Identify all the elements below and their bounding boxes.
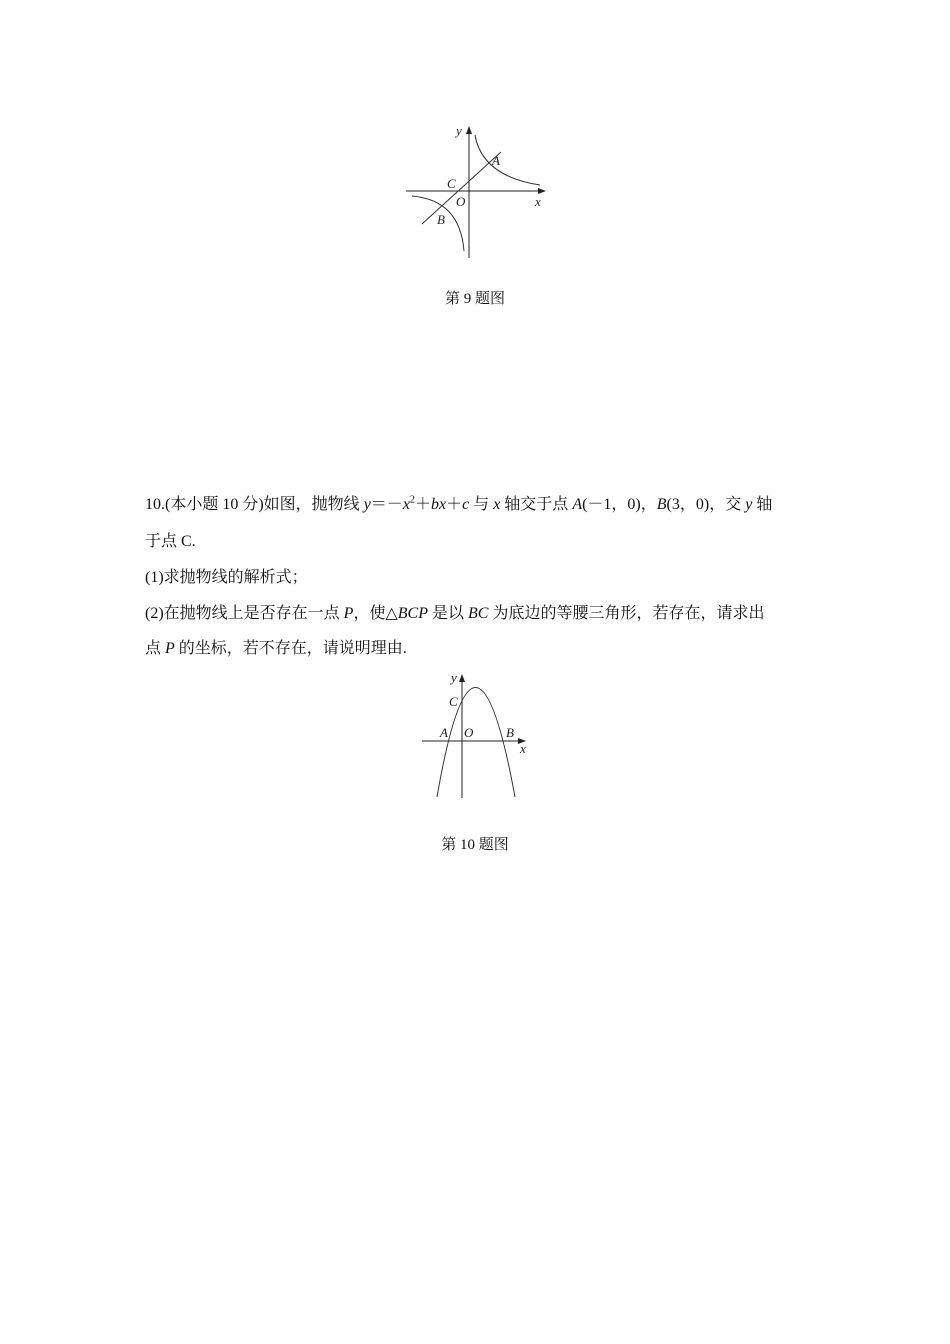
label-o: O xyxy=(456,194,466,209)
question-10-line-1 xyxy=(145,494,815,516)
var-x: x xyxy=(493,496,501,513)
text-segment: ＋ xyxy=(414,496,431,513)
text-segment: 是以 xyxy=(427,605,468,622)
text-segment: 轴交于点 xyxy=(500,496,573,513)
hyperbola-branch-upper xyxy=(475,135,540,185)
coord-b: (3，0)，交 xyxy=(666,496,746,513)
text-segment: 的坐标，若不存在，请说明理由. xyxy=(174,640,407,657)
label-y: y xyxy=(456,123,462,138)
figure-9-graph xyxy=(400,118,560,268)
question-10-line-2: 于点 C. xyxy=(145,533,196,550)
question-10-part-2-line-2 xyxy=(145,638,815,660)
label-c: C xyxy=(447,176,456,191)
label-o: O xyxy=(464,725,474,740)
coord-a: (－1，0)， xyxy=(582,496,657,513)
segment-bc: BC xyxy=(468,605,489,622)
label-x: x xyxy=(520,741,526,756)
label-y: y xyxy=(451,670,457,685)
text-segment: ＝－ xyxy=(370,496,403,513)
text-segment: 如图，抛物线 xyxy=(263,496,364,513)
y-axis-arrow xyxy=(466,126,472,134)
var-y: y xyxy=(745,496,753,513)
text-segment: 轴 xyxy=(752,496,773,513)
question-10-part-1: (1)求抛物线的解析式； xyxy=(145,569,308,586)
point-a: A xyxy=(572,496,583,513)
figure-10 xyxy=(418,668,538,803)
text-segment: 与 xyxy=(469,496,494,513)
triangle-bcp: BCP xyxy=(397,605,428,622)
text-segment: 点 xyxy=(145,640,166,657)
figure-9-caption: 第 9 题图 xyxy=(444,291,505,307)
label-c: C xyxy=(449,694,458,709)
figure-10-graph xyxy=(418,668,538,803)
label-a: A xyxy=(492,153,500,168)
text-segment: ＋ xyxy=(446,496,463,513)
label-b: B xyxy=(506,725,514,740)
point-b: B xyxy=(656,496,667,513)
label-a: A xyxy=(440,725,448,740)
var-y: y xyxy=(363,496,371,513)
var-x: x xyxy=(438,496,447,513)
var-c: c xyxy=(462,496,470,513)
point-p: P xyxy=(343,605,354,622)
var-x: x xyxy=(402,496,410,513)
exponent: 2 xyxy=(409,494,415,506)
figure-9 xyxy=(400,118,560,268)
label-b: B xyxy=(437,212,445,227)
question-number: 10. xyxy=(145,496,165,513)
score-note: (本小题 10 分) xyxy=(165,496,264,513)
question-10-part-2-line-1 xyxy=(145,603,815,625)
line-ab xyxy=(422,152,501,224)
text-segment: (2)在抛物线上是否存在一点 xyxy=(145,605,344,622)
text-segment: 为底边的等腰三角形，若存在，请求出 xyxy=(488,605,765,622)
var-b: b xyxy=(430,496,439,513)
point-p: P xyxy=(165,640,175,657)
text-segment: ，使△ xyxy=(353,605,398,622)
y-axis-arrow xyxy=(459,674,465,682)
figure-10-caption: 第 10 题图 xyxy=(441,837,509,853)
label-x: x xyxy=(535,194,541,209)
